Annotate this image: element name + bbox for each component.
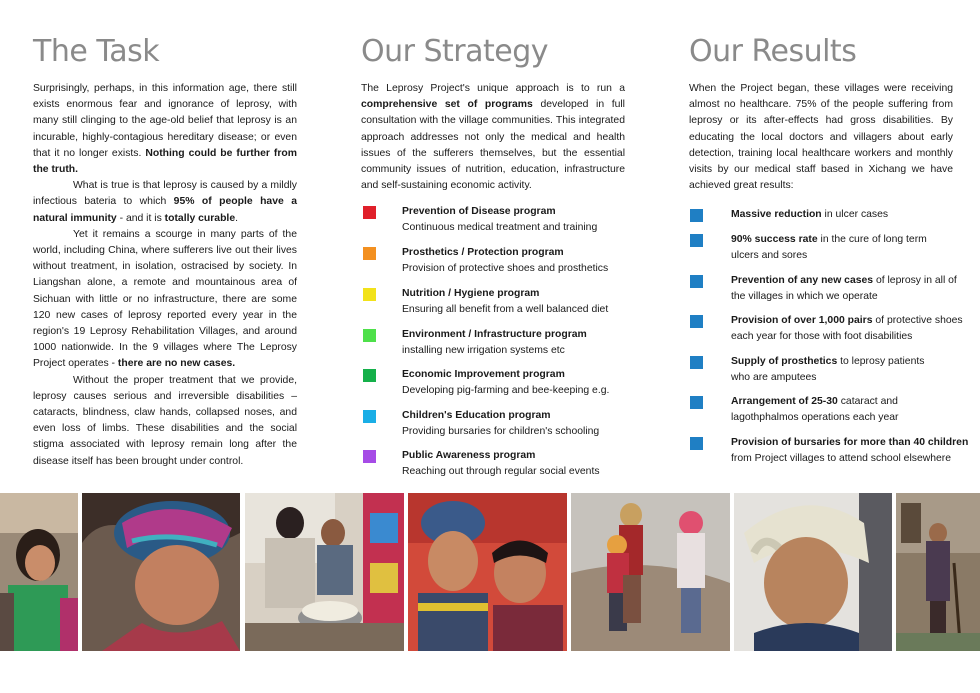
result-square: [690, 356, 703, 369]
program-description: Developing pig-farming and bee-keeping e.g.: [402, 385, 610, 396]
program-description: Providing bursaries for children's schooling: [402, 426, 600, 437]
program-description: Provision of protective shoes and prosthetics: [402, 263, 609, 274]
program-color-square: [363, 206, 376, 219]
task-body: [33, 81, 297, 470]
program-description: Reaching out through regular social events: [402, 466, 600, 477]
result-square: [690, 437, 703, 450]
program-title: Public Awareness program: [402, 450, 536, 461]
program-title: Children's Education program: [402, 410, 551, 421]
strategy-heading: Our Strategy: [361, 34, 549, 69]
program-title: Prevention of Disease program: [402, 206, 556, 217]
result-square: [690, 234, 703, 247]
strategy-intro: The Leprosy Project's unique approach is to run a comprehensive set of programs developed in full consultation with the village communities. This integrated approach addresses not only the medical and health issues of the sufferers themselves, but the essential community issues of nutrition, education, infrastructure and self-sustaining economic activity.: [361, 83, 625, 192]
photo-girl-green: [0, 493, 78, 651]
result-square: [690, 396, 703, 409]
task-paragraph-2: What is true is that leprosy is caused by a mildly infectious bateria to which 95% of people have a natural immunity - and it is totally curable.: [33, 180, 297, 224]
results-heading: Our Results: [689, 34, 857, 69]
photo-cooking: [245, 493, 404, 651]
program-description: Continuous medical treatment and training: [402, 222, 598, 233]
result-square: [690, 209, 703, 222]
program-title: Economic Improvement program: [402, 369, 565, 380]
photo-elder-headscarf: [734, 493, 892, 651]
photo-two-girls: [408, 493, 567, 651]
program-color-square: [363, 288, 376, 301]
photo-children-hill: [571, 493, 730, 651]
program-title: Environment / Infrastructure program: [402, 329, 587, 340]
results-intro: When the Project began, these villages were receiving almost no healthcare. 75% of the people suffering from leprosy or its after-effects had gross disabilities. By educating the local doctors and villagers about early detection, training local healthcare workers and monthly visits by our medical staff based in Xichang we have achieved great results:: [689, 83, 953, 192]
result-square: [690, 315, 703, 328]
program-color-square: [363, 369, 376, 382]
program-description: installing new irrigation systems etc: [402, 345, 565, 356]
program-title: Prosthetics / Protection program: [402, 247, 564, 258]
program-title: Nutrition / Hygiene program: [402, 288, 540, 299]
task-paragraph-1: Surprisingly, perhaps, in this information age, there still exists enormous fear and ignorance of leprosy, with many still clinging to the age-old belief that leprosy is an incurable, highly-contagious hereditary disease; or even that it no longer exists. Nothing could be further from the truth.: [33, 83, 297, 176]
task-paragraph-3: Yet it remains a scourge in many parts of the world, including China, where sufferers live out their lives without treatment, in isolation, ostracised by society. In Liangshan alone, a remote and mountainous area of Sichuan with little or no infrastructure, there are some 120 new cases of leprosy reported every year in the region's 19 Leprosy Rehabilitation Villages, and around 1000 nationwide. In the 9 villages where The Leprosy Project operates - there are no new cases.: [33, 228, 297, 370]
program-color-square: [363, 329, 376, 342]
result-square: [690, 275, 703, 288]
photo-woman-turban: [82, 493, 240, 651]
program-description: Ensuring all benefit from a well balanced diet: [402, 304, 609, 315]
program-color-square: [363, 247, 376, 260]
photo-strip: [0, 493, 980, 651]
task-heading: The Task: [33, 34, 160, 69]
program-color-square: [363, 410, 376, 423]
photo-elder-cane: [896, 493, 980, 651]
program-color-square: [363, 450, 376, 463]
task-paragraph-4: Without the proper treatment that we provide, leprosy causes serious and irreversible disabilities – cataracts, blindness, claw hands, collapsed noses, and even loss of limbs. These disabilities and the social stigma associated with leprosy remain long after the disease itself has been brought under control.: [33, 374, 297, 467]
